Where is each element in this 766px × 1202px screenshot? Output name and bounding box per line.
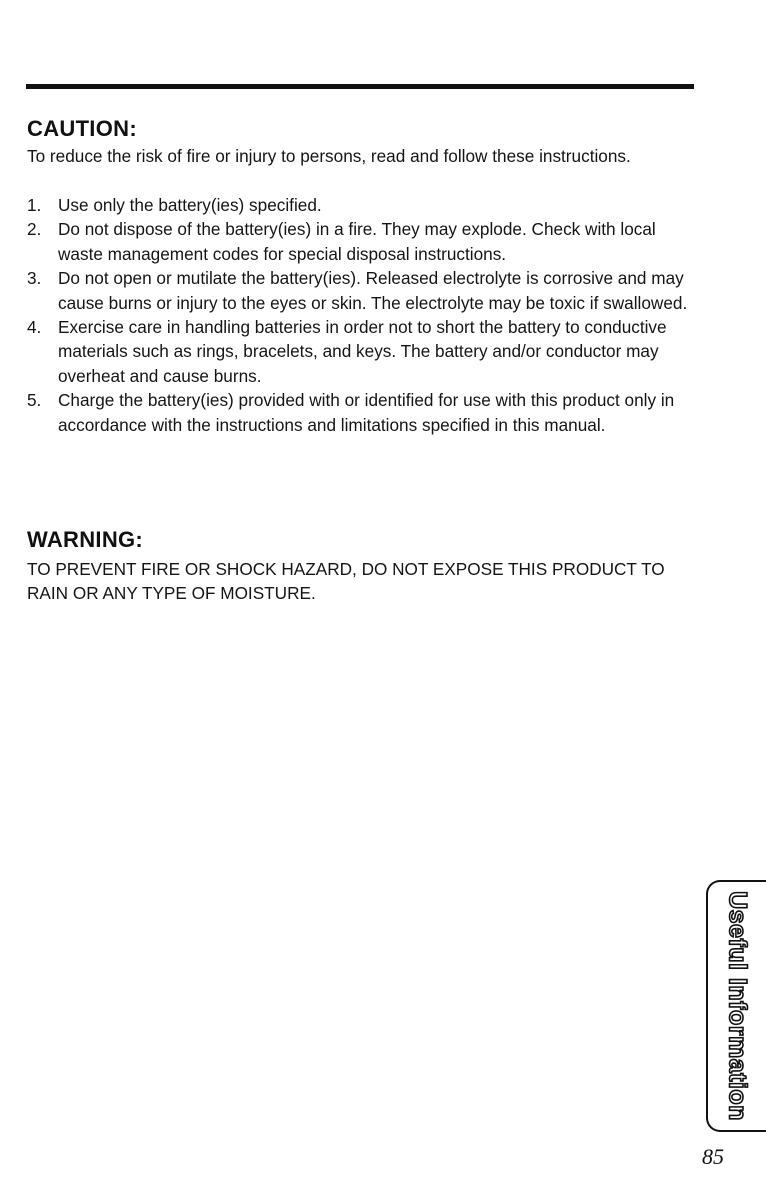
- section-tab: [706, 880, 766, 1132]
- list-item: [27, 388, 697, 437]
- caution-list: [27, 193, 697, 437]
- list-item-number: 4.: [27, 317, 42, 338]
- warning-heading: WARNING:: [27, 527, 144, 552]
- list-item-text: Do not dispose of the battery(ies) in a fire. They may explode. Check with local waste management codes for special disposal instructions.: [58, 219, 656, 264]
- list-item-number: 3.: [27, 268, 42, 289]
- list-item-text: Do not open or mutilate the battery(ies). Released electrolyte is corrosive and may cause burns or injury to the eyes or skin. The electrolyte may be toxic if swallowed.: [58, 268, 688, 313]
- list-item: [27, 315, 697, 388]
- list-item-text: Exercise care in handling batteries in order not to short the battery to conductive materials such as rings, bracelets, and keys. The battery and/or conductor may overheat and cause burns.: [58, 317, 667, 386]
- page-number: 85: [702, 1144, 724, 1169]
- list-item: [27, 193, 697, 217]
- section-tab-label: Useful Information: [723, 891, 752, 1121]
- list-item: [27, 217, 697, 266]
- top-rule: [26, 84, 694, 89]
- list-item-number: 1.: [27, 195, 42, 215]
- list-item-number: 2.: [27, 219, 42, 240]
- list-item-number: 5.: [27, 390, 42, 411]
- warning-text: TO PREVENT FIRE OR SHOCK HAZARD, DO NOT EXPOSE THIS PRODUCT TO RAIN OR ANY TYPE OF MOISTURE.: [27, 559, 665, 604]
- caution-intro: To reduce the risk of fire or injury to persons, read and follow these instructions.: [27, 146, 631, 166]
- list-item-text: Use only the battery(ies) specified.: [58, 195, 322, 215]
- list-item: [27, 266, 697, 315]
- list-item-text: Charge the battery(ies) provided with or identified for use with this product only in accordance with the instructions and limitations specified in this manual.: [58, 390, 675, 435]
- caution-heading: CAUTION:: [27, 116, 137, 141]
